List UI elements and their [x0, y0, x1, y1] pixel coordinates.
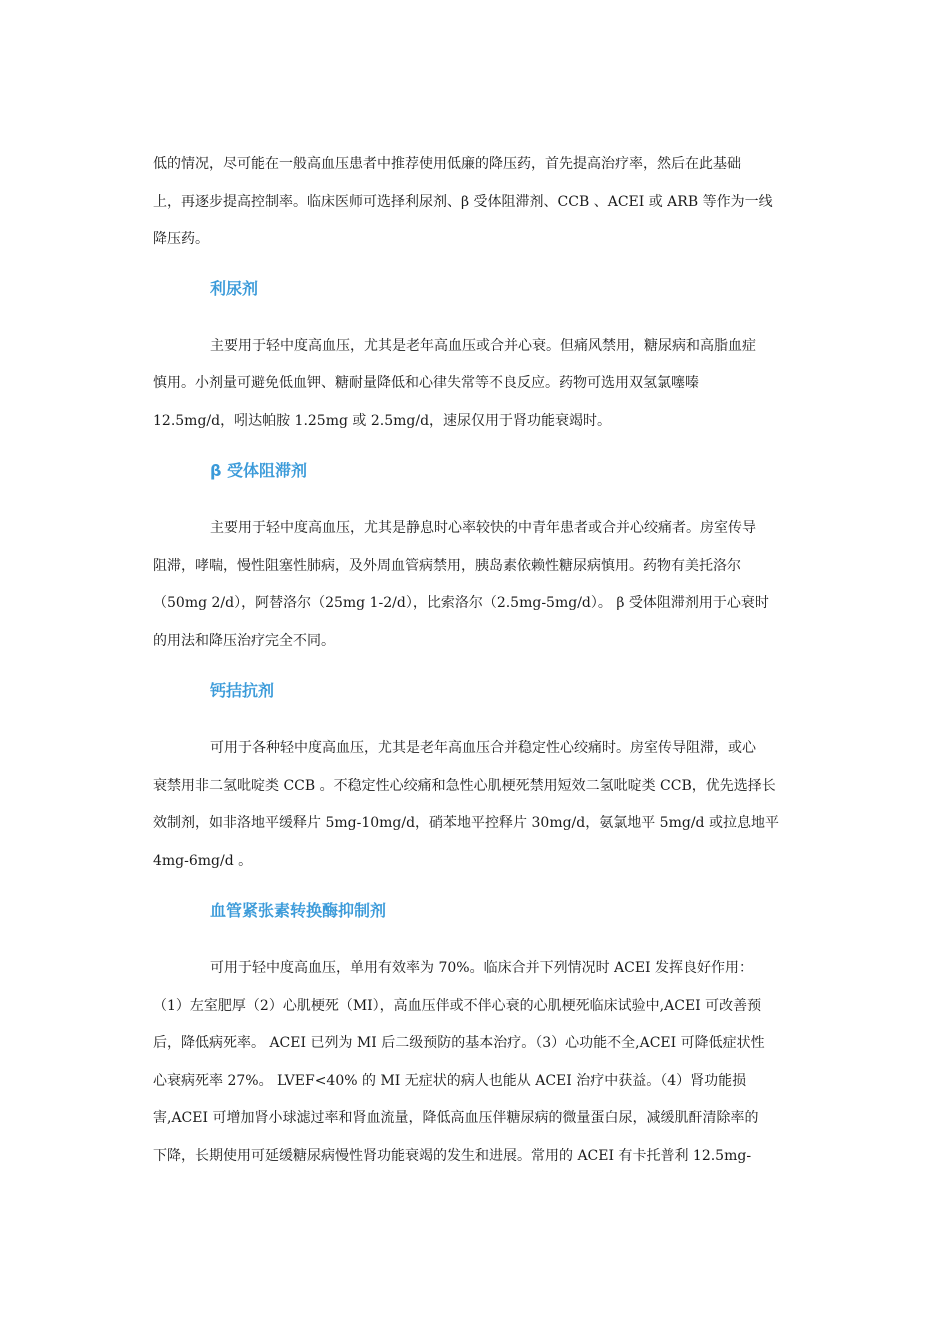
- text-line: 后，降低病死率。 ACEI 已列为 MI 后二级预防的基本治疗。（3）心功能不全,ACEI 可降低症状性: [153, 1035, 765, 1051]
- text-line: 降压药。: [153, 231, 209, 247]
- text-line: 下降，长期使用可延缓糖尿病慢性肾功能衰竭的发生和进展。常用的 ACEI 有卡托普利 12.5mg-: [153, 1147, 752, 1164]
- section-heading-diuretics: 利尿剂: [210, 278, 259, 298]
- section-paragraph-diuretics: [153, 328, 783, 441]
- text-line: 可用于各种轻中度高血压，尤其是老年高血压合并稳定性心绞痛时。房室传导阻滞，或心: [210, 740, 756, 756]
- text-line: 阻滞，哮喘，慢性阻塞性肺病，及外周血管病禁用，胰岛素依赖性糖尿病慎用。药物有美托洛尔: [153, 557, 741, 574]
- section-heading-ace-inhibitors: 血管紧张素转换酶抑制剂: [210, 901, 387, 920]
- text-line: 心衰病死率 27%。 LVEF<40% 的 MI 无症状的病人也能从 ACEI 治疗中获益。（4）肾功能损: [153, 1072, 747, 1089]
- text-line: 的用法和降压治疗完全不同。: [153, 632, 335, 649]
- text-line: 衰禁用非二氢吡啶类 CCB 。不稳定性心绞痛和急性心肌梗死禁用短效二氢吡啶类 CCB，优先选择长: [153, 777, 776, 794]
- text-line: （1）左室肥厚（2）心肌梗死（MI），高血压伴或不伴心衰的心肌梗死临床试验中,ACEI 可改善预: [153, 997, 762, 1014]
- text-line: 上，再逐步提高控制率。临床医师可选择利尿剂、β 受体阻滞剂、CCB 、ACEI 或 ARB 等作为一线: [153, 193, 773, 210]
- text-line: 主要用于轻中度高血压，尤其是静息时心率较快的中青年患者或合并心绞痛者。房室传导: [210, 520, 756, 536]
- text-line: 4mg-6mg/d 。: [153, 852, 253, 869]
- text-line: 效制剂，如非洛地平缓释片 5mg-10mg/d，硝苯地平控释片 30mg/d，氨氯地平 5mg/d 或拉息地平: [153, 815, 779, 831]
- text-line: 低的情况，尽可能在一般高血压患者中推荐使用低廉的降压药，首先提高治疗率，然后在此基础: [153, 156, 741, 172]
- section-heading-calcium-antagonists: 钙拮抗剂: [210, 681, 275, 700]
- section-paragraph-ace-inhibitors: [153, 950, 783, 1175]
- intro-paragraph: [153, 146, 783, 259]
- text-line: （50mg 2/d），阿替洛尔（25mg 1-2/d），比索洛尔（2.5mg-5mg/d）。 β 受体阻滞剂用于心衰时: [153, 595, 769, 611]
- text-line: 主要用于轻中度高血压，尤其是老年高血压或合并心衰。但痛风禁用，糖尿病和高脂血症: [210, 337, 756, 354]
- text-line: 害,ACEI 可增加肾小球滤过率和肾血流量，降低高血压伴糖尿病的微量蛋白尿，减缓肌酐清除率的: [153, 1110, 759, 1126]
- text-line: 可用于轻中度高血压，单用有效率为 70%。临床合并下列情况时 ACEI 发挥良好作用：: [210, 960, 754, 976]
- section-heading-beta-blockers: β 受体阻滞剂: [210, 461, 308, 480]
- document-body: [153, 146, 783, 1175]
- text-line: 12.5mg/d，吲达帕胺 1.25mg 或 2.5mg/d，速尿仅用于肾功能衰竭时。: [153, 412, 612, 429]
- section-paragraph-calcium-antagonists: [153, 730, 783, 880]
- text-line: 慎用。小剂量可避免低血钾、糖耐量降低和心律失常等不良反应。药物可选用双氢氯噻嗪: [153, 375, 699, 391]
- section-paragraph-beta-blockers: [153, 510, 783, 660]
